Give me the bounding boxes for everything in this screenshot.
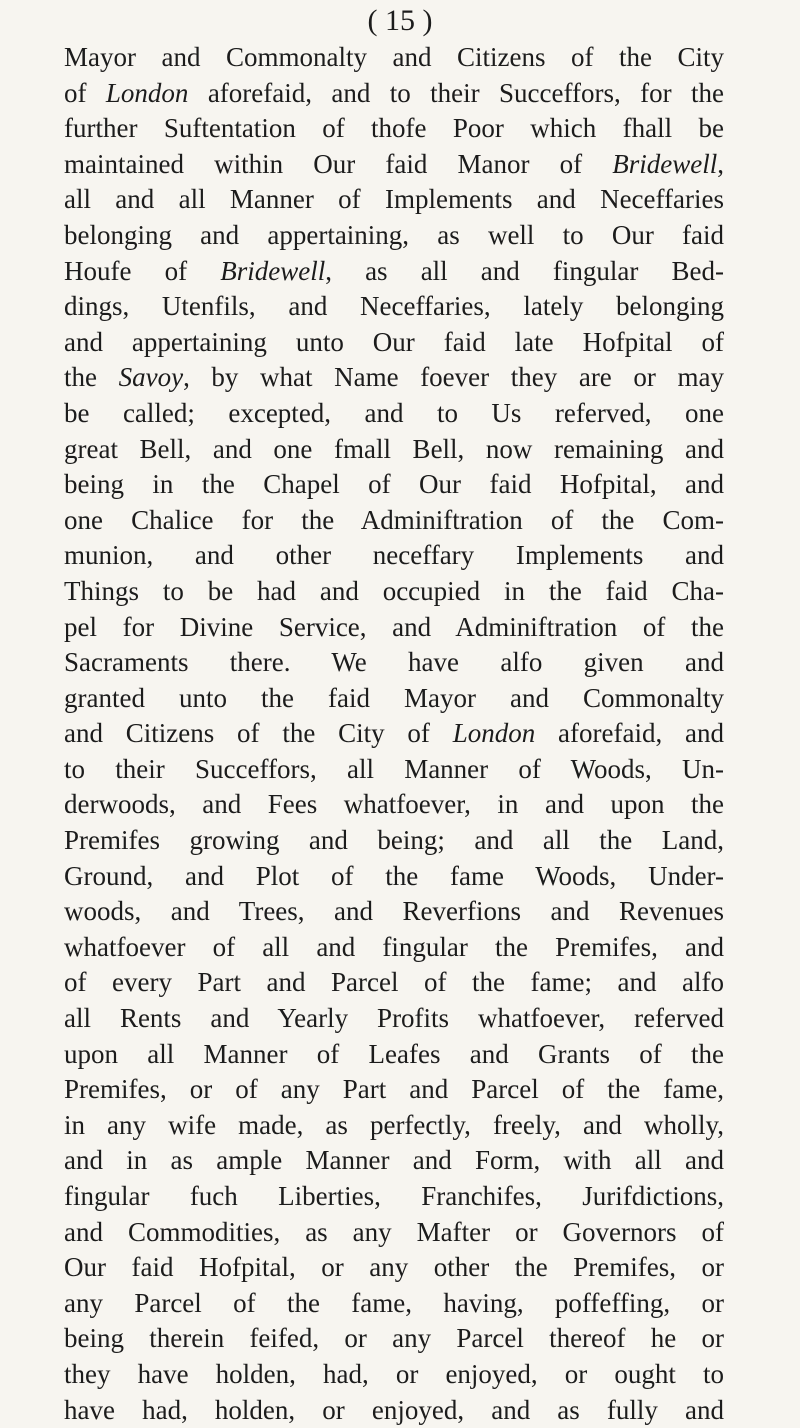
text-line: woods, and Trees, and Reverfions and Revenues	[64, 896, 724, 927]
page-number: ( 15 )	[367, 4, 433, 37]
text-line: munion, and other neceffary Implements and	[64, 540, 724, 571]
text-line: great Bell, and one fmall Bell, now remaining and	[64, 433, 724, 464]
text-line: dings, Utenfils, and Neceffaries, lately belonging	[64, 291, 724, 322]
text-line: to their Succeffors, all Manner of Woods, Un-	[64, 753, 724, 784]
body-text	[64, 40, 724, 1428]
text-line: fingular fuch Liberties, Franchifes, Jurifdictions,	[64, 1181, 724, 1211]
text-line: derwoods, and Fees whatfoever, in and upon the	[64, 789, 724, 820]
text-line: all and all Manner of Implements and Neceffaries	[64, 184, 724, 215]
text-line: the Savoy, by what Name foever they are or may	[64, 362, 724, 393]
text-line: Our faid Hofpital, or any other the Premifes, or	[64, 1252, 724, 1283]
text-line: pel for Divine Service, and Adminiftration of the	[64, 611, 724, 642]
text-line: upon all Manner of Leafes and Grants of the	[64, 1038, 724, 1069]
text-line: and Citizens of the City of London aforefaid, and	[64, 718, 724, 749]
text-line: Sacraments there. We have alfo given and	[64, 647, 724, 678]
text-line: one Chalice for the Adminiftration of the Com-	[64, 504, 724, 535]
text-line: Premifes, or of any Part and Parcel of the fame,	[64, 1074, 724, 1105]
text-line: belonging and appertaining, as well to Our faid	[64, 219, 724, 250]
text-line: granted unto the faid Mayor and Commonalty	[64, 682, 724, 713]
text-line: of London aforefaid, and to their Succeffors, for the	[64, 77, 724, 108]
text-line: being in the Chapel of Our faid Hofpital, and	[64, 469, 724, 500]
text-line: being therein feifed, or any Parcel thereof he or	[64, 1323, 724, 1354]
text-line: have had, holden, or enjoyed, and as fully and	[64, 1394, 724, 1425]
text-line: Things to be had and occupied in the faid Cha-	[64, 575, 724, 606]
text-line: maintained within Our faid Manor of Bridewell,	[64, 148, 724, 179]
text-line: any Parcel of the fame, having, poffeffing, or	[64, 1287, 724, 1318]
text-line: be called; excepted, and to Us referved, one	[64, 397, 724, 428]
text-line: and Commodities, as any Mafter or Governors of	[64, 1216, 724, 1247]
text-line: further Suftentation of thofe Poor which fhall be	[64, 113, 724, 144]
text-line: all Rents and Yearly Profits whatfoever, referved	[64, 1003, 724, 1034]
text-line: and appertaining unto Our faid late Hofpital of	[64, 326, 724, 357]
text-line: and in as ample Manner and Form, with all and	[64, 1145, 724, 1176]
text-line: Houfe of Bridewell, as all and fingular Bed-	[64, 255, 724, 286]
text-line: Premifes growing and being; and all the Land,	[64, 825, 724, 856]
text-line: in any wife made, as perfectly, freely, and wholly,	[64, 1109, 724, 1140]
text-line: whatfoever of all and fingular the Premifes, and	[64, 931, 724, 962]
text-line: of every Part and Parcel of the fame; and alfo	[64, 967, 724, 998]
text-line: Ground, and Plot of the fame Woods, Under-	[64, 860, 724, 891]
text-line: they have holden, had, or enjoyed, or ought to	[64, 1358, 724, 1389]
text-line: Mayor and Commonalty and Citizens of the City	[64, 42, 724, 72]
